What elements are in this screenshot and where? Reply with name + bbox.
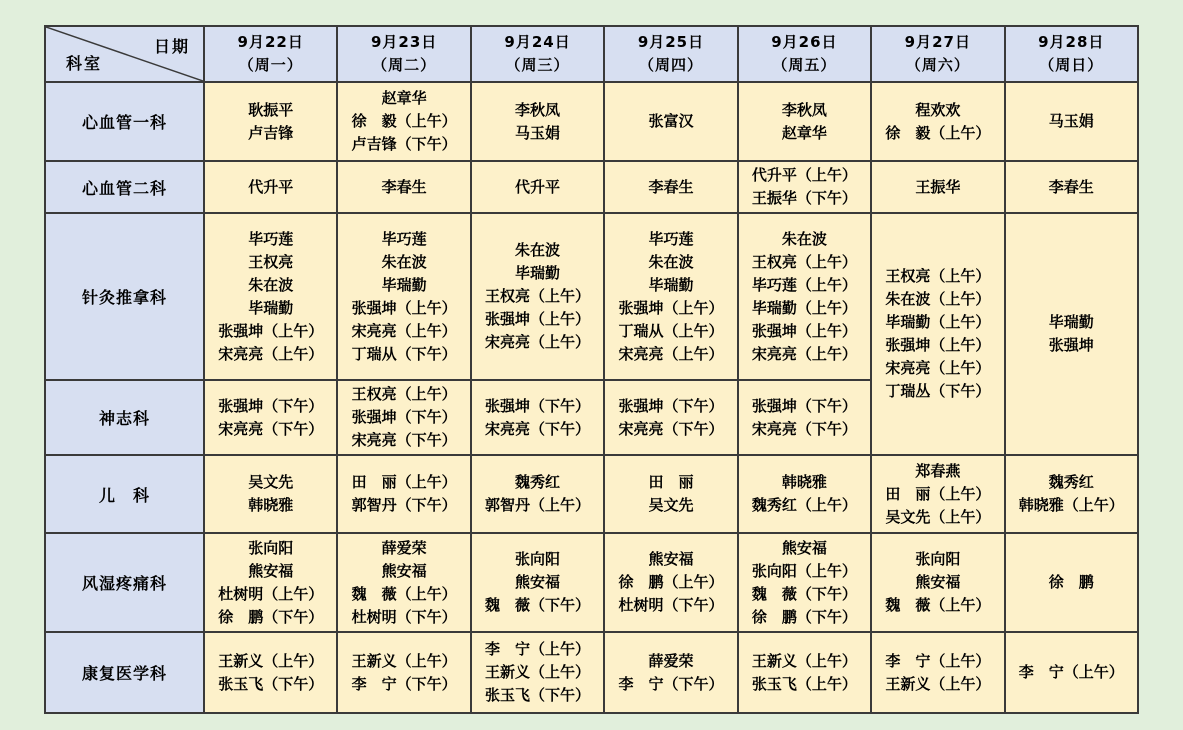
- schedule-cell: [604, 213, 737, 380]
- doctor-name: 魏 薇（下午）: [751, 584, 857, 603]
- doctor-name: 张强坤（下午）: [618, 396, 724, 415]
- schedule-cell: [738, 213, 871, 380]
- schedule-cell: [871, 455, 1004, 533]
- schedule-cell: [204, 213, 337, 380]
- date-label: 9月26日: [771, 32, 838, 51]
- doctor-name: 赵章华: [781, 123, 827, 142]
- doctor-name: 韩晓雅: [781, 473, 827, 491]
- doctor-name: 李春生: [381, 177, 427, 196]
- doctor-name: 丁瑞从（下午）: [351, 344, 457, 363]
- doctor-name: 宋亮亮（下午）: [751, 419, 857, 438]
- schedule-cell: [471, 632, 604, 713]
- doctor-name: 毕巧莲: [648, 229, 694, 248]
- doctor-name: 王振华（下午）: [751, 189, 857, 207]
- doctor-name: 薛爱荣: [648, 651, 694, 670]
- schedule-cell: [471, 161, 604, 213]
- doctor-name: 朱在波（上午）: [885, 290, 991, 308]
- doctor-name: 宋亮亮（下午）: [218, 419, 324, 438]
- schedule-cell: [204, 82, 337, 161]
- doctor-name: 张强坤（上午）: [751, 321, 857, 340]
- department-cell: 儿 科: [45, 455, 204, 533]
- doctor-name: 吴文先: [648, 496, 694, 514]
- schedule-cell: [871, 161, 1004, 213]
- doctor-name: 王权亮（上午）: [351, 385, 457, 403]
- schedule-cell: [204, 533, 337, 632]
- doctor-name: 张玉飞（上午）: [751, 674, 857, 693]
- doctor-name: 卢吉锋（下午）: [351, 135, 457, 153]
- doctor-name: 毕瑞勤（上午）: [885, 313, 991, 331]
- corner-date-label: 日期: [153, 37, 190, 56]
- schedule-cell: [738, 161, 871, 213]
- schedule-cell: [871, 632, 1004, 713]
- doctor-name: 吴文先（上午）: [885, 507, 991, 526]
- doctor-name: 丁瑞从（上午）: [618, 321, 724, 340]
- schedule-cell: [604, 632, 737, 713]
- schedule-cell: [471, 380, 604, 455]
- date-header-col-6: [871, 26, 1004, 82]
- doctor-name: 李 宁（上午）: [885, 651, 991, 670]
- doctor-name: 丁瑞丛（下午）: [885, 382, 991, 400]
- doctor-name: 马玉娟: [1048, 112, 1094, 130]
- department-cell: 康复医学科: [45, 632, 204, 713]
- doctor-name: 张强坤: [1048, 336, 1094, 354]
- table-row: [45, 455, 1138, 533]
- table-row: [45, 533, 1138, 632]
- doctor-name: 张强坤（上午）: [218, 321, 324, 340]
- date-label: 9月23日: [370, 32, 438, 51]
- doctor-name: 王振华: [915, 177, 961, 196]
- schedule-cell: [871, 213, 1004, 455]
- schedule-cell: [604, 380, 737, 455]
- table-row: [45, 213, 1138, 380]
- doctor-name: 朱在波: [248, 275, 294, 294]
- weekday-label: （周四）: [638, 56, 703, 74]
- doctor-name: 熊安福: [381, 561, 427, 580]
- doctor-name: 熊安福: [248, 561, 294, 580]
- doctor-name: 王新义（上午）: [485, 663, 591, 681]
- table-row: [45, 161, 1138, 213]
- schedule-cell: [604, 82, 737, 161]
- schedule-cell: [604, 533, 737, 632]
- doctor-name: 毕瑞勤: [381, 275, 427, 294]
- weekday-label: （周日）: [1039, 56, 1104, 74]
- schedule-cell: [738, 533, 871, 632]
- doctor-name: 李秋凤: [781, 100, 827, 119]
- schedule-cell: [471, 533, 604, 632]
- doctor-name: 杜树明（下午）: [618, 596, 724, 614]
- duty-schedule-table: [44, 25, 1139, 714]
- doctor-name: 代升平: [515, 177, 561, 196]
- doctor-name: 郭智丹（下午）: [351, 496, 457, 514]
- doctor-name: 郑春燕: [915, 461, 961, 480]
- doctor-name: 张向阳: [915, 550, 961, 568]
- doctor-name: 魏秀红: [515, 473, 561, 491]
- doctor-name: 张玉飞（下午）: [218, 674, 324, 693]
- date-label: 9月27日: [904, 32, 971, 51]
- doctor-name: 徐 毅（上午）: [351, 112, 457, 130]
- schedule-cell: [871, 533, 1004, 632]
- table-row: [45, 632, 1138, 713]
- doctor-name: 魏 薇（上午）: [885, 596, 991, 614]
- doctor-name: 张强坤（下午）: [485, 396, 591, 415]
- doctor-name: 毕巧莲（上午）: [751, 275, 857, 294]
- doctor-name: 郭智丹（上午）: [485, 496, 591, 514]
- doctor-name: 王新义（上午）: [218, 651, 324, 670]
- doctor-name: 熊安福: [781, 538, 827, 557]
- doctor-name: 耿振平: [248, 100, 294, 119]
- department-cell: 心血管二科: [45, 161, 204, 213]
- doctor-name: 王权亮（上午）: [885, 267, 991, 285]
- doctor-name: 薛爱荣: [381, 538, 427, 557]
- doctor-name: 田 丽: [648, 473, 694, 491]
- department-cell: 心血管一科: [45, 82, 204, 161]
- doctor-name: 李 宁（上午）: [485, 640, 591, 658]
- doctor-name: 李秋凤: [515, 100, 561, 119]
- schedule-cell: [738, 380, 871, 455]
- doctor-name: 张向阳: [248, 538, 294, 557]
- schedule-cell: [204, 161, 337, 213]
- doctor-name: 张强坤（下午）: [218, 396, 324, 415]
- corner-cell: [45, 26, 204, 82]
- doctor-name: 徐 毅（上午）: [885, 123, 991, 142]
- schedule-cell: [1005, 82, 1138, 161]
- schedule-cell: [604, 455, 737, 533]
- date-label: 9月28日: [1038, 32, 1105, 51]
- date-header-col-1: [204, 26, 337, 82]
- doctor-name: 王权亮: [248, 252, 294, 271]
- schedule-cell: [604, 161, 737, 213]
- schedule-cell: [337, 82, 470, 161]
- schedule-cell: [471, 213, 604, 380]
- doctor-name: 代升平（上午）: [751, 166, 857, 184]
- doctor-name: 毕瑞勤: [248, 298, 294, 317]
- doctor-name: 王新义（上午）: [351, 651, 457, 670]
- schedule-cell: [204, 632, 337, 713]
- doctor-name: 魏 薇（下午）: [485, 596, 591, 614]
- doctor-name: 张强坤（下午）: [351, 408, 457, 426]
- doctor-name: 毕瑞勤: [515, 264, 561, 282]
- doctor-name: 宋亮亮（上午）: [351, 321, 457, 340]
- doctor-name: 杜树明（上午）: [218, 584, 324, 603]
- schedule-cell: [337, 380, 470, 455]
- department-cell: 风湿疼痛科: [45, 533, 204, 632]
- doctor-name: 张玉飞（下午）: [485, 686, 591, 704]
- schedule-cell: [337, 213, 470, 380]
- doctor-name: 李 宁（下午）: [351, 674, 457, 693]
- doctor-name: 宋亮亮（下午）: [485, 419, 591, 438]
- doctor-name: 吴文先: [248, 473, 294, 491]
- header-row: [45, 26, 1138, 82]
- doctor-name: 卢吉锋: [248, 123, 294, 142]
- doctor-name: 王权亮（上午）: [751, 252, 857, 271]
- corner-department-label: 科室: [66, 54, 103, 73]
- department-cell: 针灸推拿科: [45, 213, 204, 380]
- schedule-cell: [1005, 213, 1138, 455]
- schedule-cell: [738, 455, 871, 533]
- doctor-name: 王新义（上午）: [751, 651, 857, 670]
- schedule-cell: [738, 82, 871, 161]
- schedule-cell: [1005, 455, 1138, 533]
- schedule-cell: [1005, 632, 1138, 713]
- schedule-cell: [738, 632, 871, 713]
- doctor-name: 赵章华: [381, 89, 427, 107]
- doctor-name: 宋亮亮（上午）: [618, 344, 724, 363]
- doctor-name: 张强坤（上午）: [351, 298, 457, 317]
- doctor-name: 李春生: [1048, 177, 1094, 196]
- schedule-cell: [1005, 533, 1138, 632]
- schedule-cell: [337, 533, 470, 632]
- doctor-name: 徐 鹏（下午）: [751, 607, 857, 626]
- doctor-name: 张富汉: [648, 112, 694, 130]
- schedule-cell: [204, 455, 337, 533]
- date-header-col-4: [604, 26, 737, 82]
- date-header-col-3: [471, 26, 604, 82]
- doctor-name: 张强坤（上午）: [485, 310, 591, 328]
- doctor-name: 李 宁（下午）: [618, 674, 724, 693]
- schedule-cell: [337, 632, 470, 713]
- doctor-name: 韩晓雅: [248, 496, 294, 514]
- doctor-name: 宋亮亮（下午）: [351, 431, 457, 449]
- doctor-name: 魏秀红（上午）: [751, 496, 857, 514]
- schedule-cell: [871, 82, 1004, 161]
- doctor-name: 宋亮亮（上午）: [751, 344, 857, 363]
- doctor-name: 徐 鹏（下午）: [218, 607, 324, 626]
- doctor-name: 毕瑞勤: [648, 275, 694, 294]
- weekday-label: （周三）: [505, 56, 570, 74]
- table-row: [45, 82, 1138, 161]
- doctor-name: 田 丽（上午）: [885, 484, 991, 503]
- date-label: 9月22日: [237, 32, 304, 51]
- doctor-name: 宋亮亮（下午）: [618, 419, 724, 438]
- date-header-col-7: [1005, 26, 1138, 82]
- weekday-label: （周二）: [372, 56, 437, 74]
- schedule-cell: [1005, 161, 1138, 213]
- doctor-name: 马玉娟: [515, 123, 561, 142]
- schedule-cell: [337, 455, 470, 533]
- doctor-name: 毕瑞勤（上午）: [751, 298, 857, 317]
- doctor-name: 熊安福: [515, 573, 561, 591]
- schedule-cell: [471, 455, 604, 533]
- weekday-label: （周五）: [772, 56, 837, 74]
- weekday-label: （周一）: [238, 56, 303, 74]
- date-header-col-5: [738, 26, 871, 82]
- date-label: 9月25日: [637, 32, 705, 51]
- date-label: 9月24日: [504, 32, 571, 51]
- doctor-name: 宋亮亮（上午）: [885, 359, 991, 377]
- doctor-name: 宋亮亮（上午）: [218, 344, 324, 363]
- doctor-name: 徐 鹏: [1048, 573, 1094, 591]
- schedule-cell: [471, 82, 604, 161]
- doctor-name: 魏 薇（上午）: [351, 584, 457, 603]
- doctor-name: 徐 鹏（上午）: [618, 573, 724, 591]
- doctor-name: 程欢欢: [915, 100, 961, 119]
- doctor-name: 熊安福: [915, 573, 961, 591]
- doctor-name: 宋亮亮（上午）: [485, 333, 591, 351]
- doctor-name: 张强坤（上午）: [618, 298, 724, 317]
- doctor-name: 张向阳（上午）: [751, 561, 857, 580]
- doctor-name: 毕巧莲: [381, 229, 427, 248]
- doctor-name: 朱在波: [781, 229, 827, 248]
- doctor-name: 毕瑞勤: [1048, 313, 1094, 331]
- doctor-name: 代升平: [248, 177, 294, 196]
- doctor-name: 张向阳: [515, 550, 561, 568]
- doctor-name: 李春生: [648, 177, 694, 196]
- date-header-col-2: [337, 26, 470, 82]
- doctor-name: 王新义（上午）: [885, 674, 991, 693]
- doctor-name: 毕巧莲: [248, 229, 294, 248]
- doctor-name: 王权亮（上午）: [485, 287, 591, 305]
- doctor-name: 杜树明（下午）: [351, 607, 457, 626]
- department-cell: 神志科: [45, 380, 204, 455]
- schedule-cell: [337, 161, 470, 213]
- doctor-name: 李 宁（上午）: [1018, 663, 1124, 681]
- doctor-name: 朱在波: [381, 252, 427, 271]
- doctor-name: 张强坤（下午）: [751, 396, 857, 415]
- weekday-label: （周六）: [905, 56, 970, 74]
- doctor-name: 熊安福: [648, 550, 694, 568]
- doctor-name: 魏秀红: [1048, 473, 1094, 491]
- doctor-name: 朱在波: [648, 252, 694, 271]
- doctor-name: 韩晓雅（上午）: [1018, 496, 1124, 514]
- doctor-name: 朱在波: [515, 241, 561, 259]
- doctor-name: 田 丽（上午）: [351, 473, 457, 491]
- doctor-name: 张强坤（上午）: [885, 336, 991, 354]
- schedule-cell: [204, 380, 337, 455]
